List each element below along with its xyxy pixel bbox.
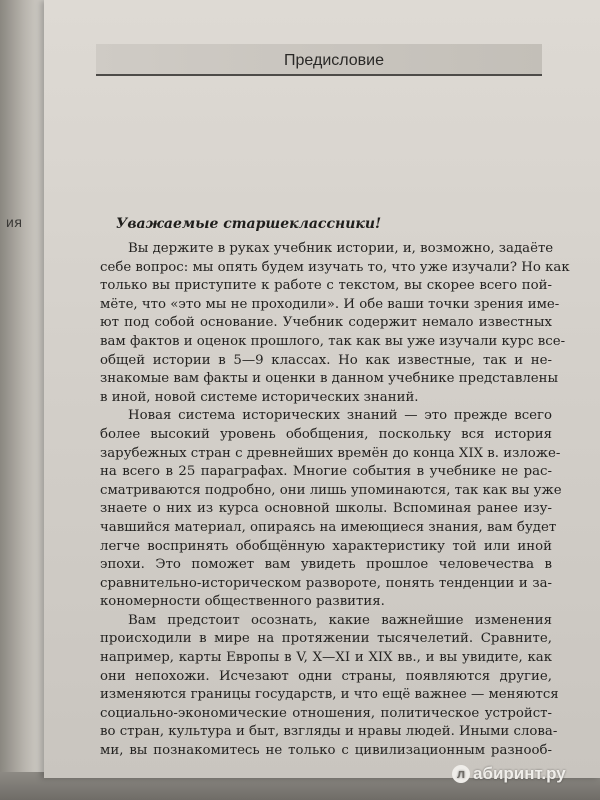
labirint-logo-icon: л: [452, 765, 470, 783]
text-line: Новая система исторических знаний — это прежде всего: [128, 408, 552, 424]
body-text: [100, 240, 570, 761]
text-line: изменяются границы государств, и что ещё важнее — меняются: [100, 687, 559, 703]
text-line: происходили в мире на протяжении тысячелетий. Сравните,: [100, 631, 552, 647]
text-line: во стран, культура и быт, взгляды и нравы людей. Иными слова-: [100, 724, 558, 740]
text-line: общей истории в 5—9 классах. Но как известные, так и не-: [100, 352, 552, 368]
text-line: мёте, что «это мы не проходили». И обе ваши точки зрения име-: [100, 296, 560, 312]
book-page: [44, 0, 600, 778]
text-line: социально-экономические отношения, политическое устройст-: [100, 705, 552, 721]
text-line: сравнительно-историческом развороте, понять тенденции и за-: [100, 575, 552, 591]
text-line: вам фактов и оценок прошлого, так как вы уже изучали курс все-: [100, 333, 566, 349]
section-heading: Уважаемые старшеклассники!: [116, 216, 382, 232]
text-line: эпохи. Это поможет вам увидеть прошлое человечества в: [100, 557, 552, 573]
paragraph-3: [100, 612, 559, 761]
text-line: более высокий уровень обобщения, поскольку вся история: [100, 426, 552, 442]
labirint-watermark: [452, 764, 566, 784]
text-line: знакомые вам факты и оценки в данном учебнике представлены: [100, 371, 559, 387]
text-line: знаете о них из курса основной школы. Вспоминая ранее изу-: [100, 501, 552, 517]
text-line: Вам предстоит осознать, какие важнейшие изменения: [128, 612, 552, 628]
text-line: ми, вы познакомитесь не только с цивилизационным разнооб-: [100, 743, 552, 759]
adjacent-page-edge: [0, 0, 45, 800]
text-line: они непохожи. Исчезают одни страны, появляются другие,: [100, 668, 552, 684]
text-line: ют под собой основание. Учебник содержит немало известных: [100, 315, 552, 331]
adjacent-page-text: ия: [6, 214, 23, 230]
text-line: в иной, новой системе исторических знаний.: [100, 389, 419, 405]
text-line: например, карты Европы в V, X—XI и XIX вв., и вы увидите, как: [100, 650, 552, 666]
text-line: зарубежных стран с древнейших времён до конца XIX в. изложе-: [100, 445, 561, 461]
text-line: чавшийся материал, опираясь на имеющиеся знания, вам будет: [100, 519, 557, 535]
text-line: на всего в 25 параграфах. Многие события в учебнике не рас-: [100, 464, 552, 480]
running-header: [96, 44, 542, 76]
text-line: легче воспринять обобщённую характеристику той или иной: [100, 538, 552, 554]
text-line: кономерности общественного развития.: [100, 594, 385, 610]
paragraph-2: [100, 407, 562, 612]
text-line: только вы приступите к работе с текстом, вы скорее всего пой-: [100, 278, 552, 294]
watermark-text: абиринт.ру: [473, 764, 566, 783]
text-line: Вы держите в руках учебник истории, и, возможно, задаёте: [128, 241, 554, 256]
header-title: Предисловие: [284, 52, 384, 69]
text-line: сматриваются подробно, они лишь упоминаются, так как вы уже: [100, 482, 562, 498]
text-line: себе вопрос: мы опять будем изучать то, что уже изучали? Но как: [100, 259, 570, 275]
paragraph-1: [100, 240, 570, 407]
